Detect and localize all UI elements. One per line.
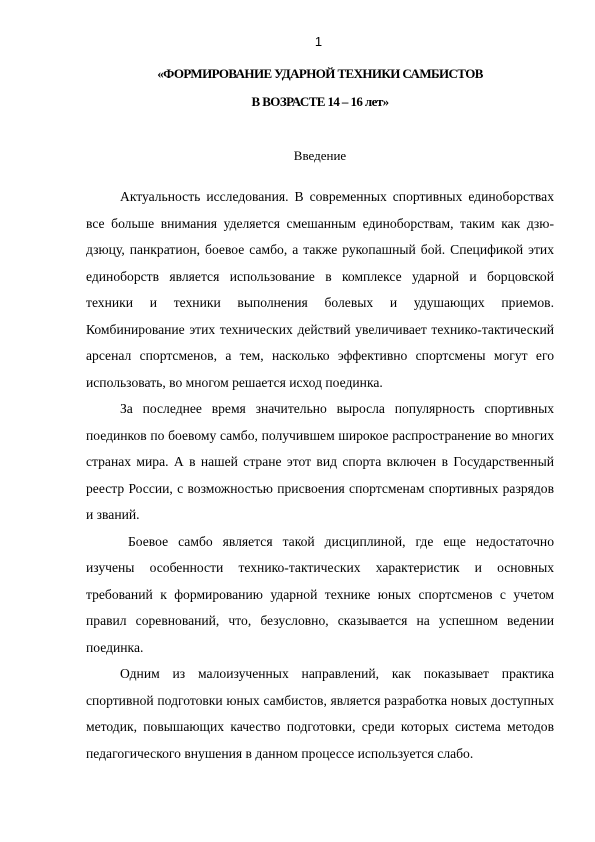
document-title-line-1: «ФОРМИРОВАНИЕ УДАРНОЙ ТЕХНИКИ САМБИСТОВ [157, 66, 483, 81]
document-body [86, 184, 554, 767]
page-number: 1 [314, 34, 323, 49]
section-heading: Введение [293, 148, 347, 163]
paragraph-4: Одним из малоизученных направлений, как показывает практика спортивной подготовки юных самбистов, является разработка новых доступных методик, повышающих качество подготовки, среди которых система методов педагогического внушения в данном процессе используется слабо. [86, 666, 554, 761]
paragraph-1: Актуальность исследования. В современных спортивных единоборствах все больше внимания уделяется смешанным единоборствам, таким как дзю-дзюцу, панкратион, боевое самбо, а также рукопашный бой. Спецификой этих единоборств является использование в комплексе ударной и борцовской техники и техники выполнения болевых и удушающих приемов. Комбинирование этих технических действий увеличивает технико-тактический арсенал спортсменов, а тем, насколько эффективно спортсмены могут его использовать, во многом решается исход поединка. [86, 189, 554, 390]
document-title-line-2: В ВОЗРАСТЕ 14 – 16 лет» [251, 94, 389, 109]
paragraph-3: Боевое самбо является такой дисциплиной, где еще недостаточно изучены особенности технико-тактических характеристик и основных требований к формированию ударной технике юных спортсменов с учетом правил соревнований, что, безусловно, сказывается на успешном ведении поединка. [86, 533, 554, 655]
paragraph-2: За последнее время значительно выросла популярность спортивных поединков по боевому самбо, получившем широкое распространение во многих странах мира. А в нашей стране этот вид спорта включен в Государственный реестр России, с возможностью присвоения спортсменам спортивных разрядов и званий. [86, 401, 554, 522]
